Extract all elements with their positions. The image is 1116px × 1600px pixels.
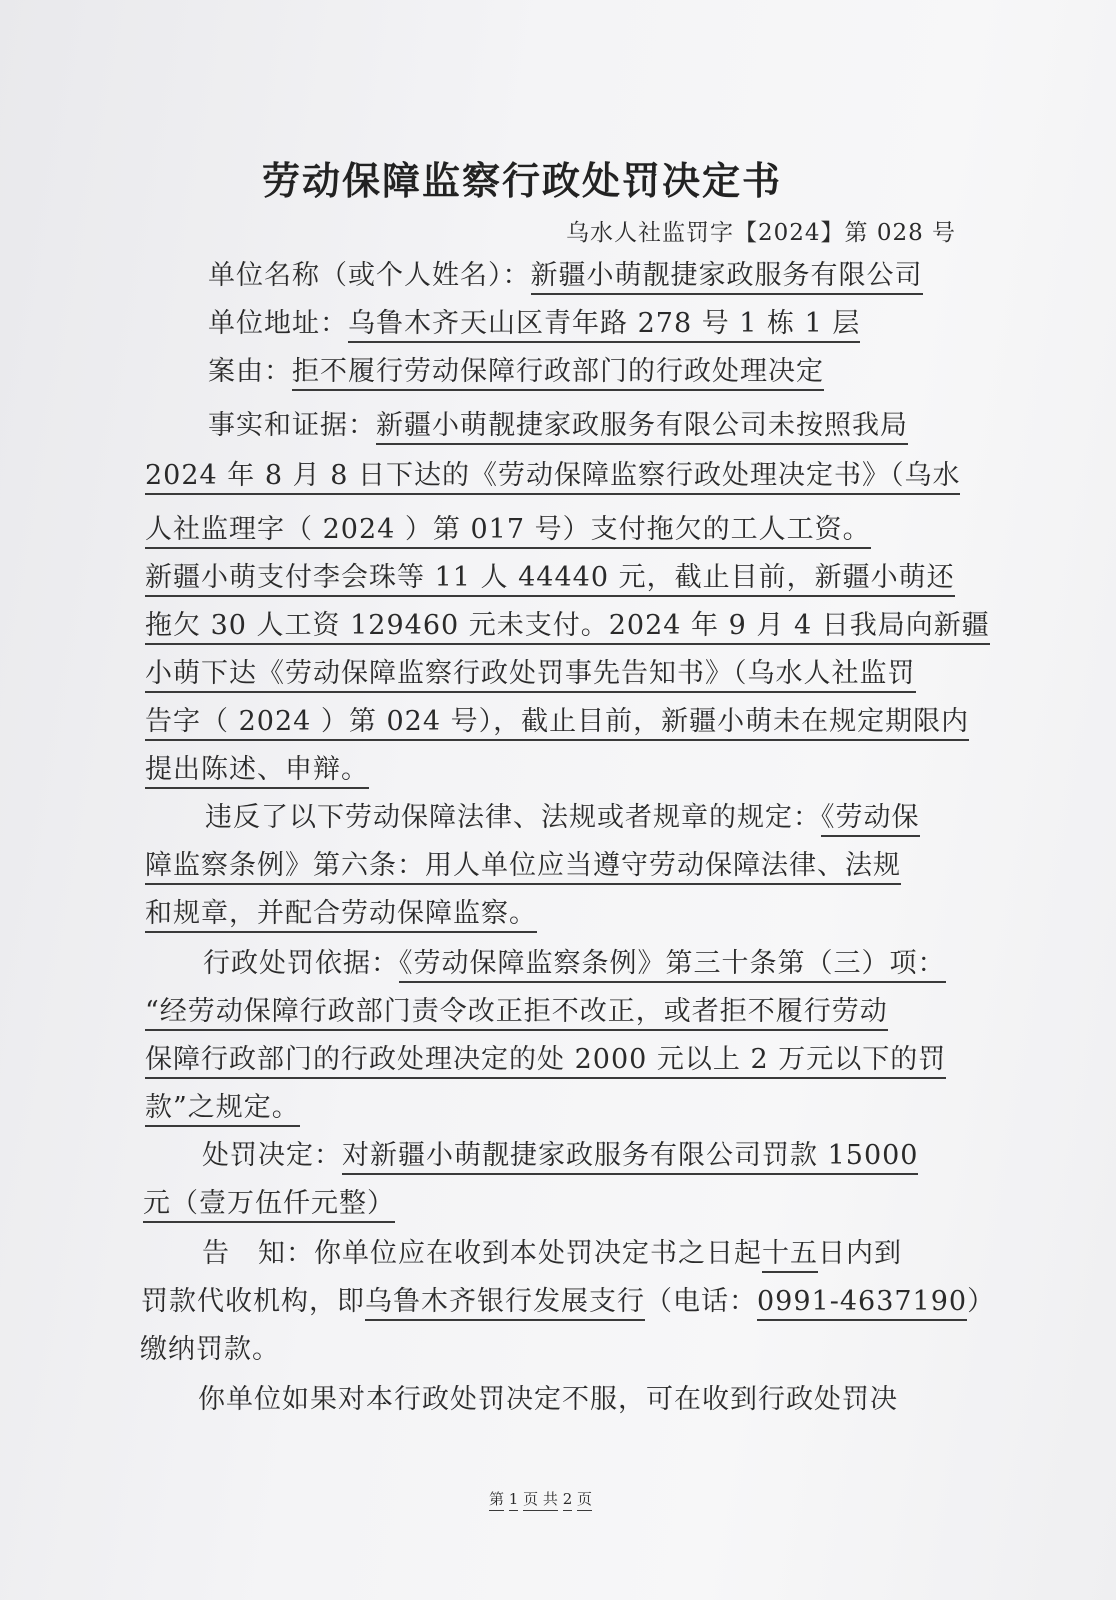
notice-bank: 乌鲁木齐银行发展支行 bbox=[365, 1286, 645, 1321]
violation-text: 《劳动保 bbox=[821, 802, 920, 837]
violation-line-3 bbox=[145, 896, 537, 932]
address-label: 单位地址： bbox=[208, 308, 348, 339]
basis-line-2 bbox=[145, 994, 888, 1030]
appeal-line bbox=[198, 1382, 898, 1418]
unit-name-value: 新疆小萌靓捷家政服务有限公司 bbox=[531, 260, 923, 295]
basis-text: “经劳动保障行政部门责令改正拒不改正，或者拒不履行劳动 bbox=[145, 996, 888, 1031]
address-value: 乌鲁木齐天山区青年路 278 号 1 栋 1 层 bbox=[348, 308, 860, 343]
basis-text: 《劳动保障监察条例》第三十条第（三）项： bbox=[399, 948, 946, 983]
facts-text: 告字（ 2024 ）第 024 号），截止目前，新疆小萌未在规定期限内 bbox=[145, 706, 969, 741]
facts-text: 小萌下达《劳动保障监察行政处罚事先告知书》（乌水人社监罚 bbox=[145, 658, 916, 693]
violation-text: 和规章，并配合劳动保障监察。 bbox=[145, 898, 537, 933]
notice-days: 十五 bbox=[762, 1238, 818, 1273]
facts-line-2 bbox=[145, 458, 960, 494]
facts-text: 提出陈述、申辩。 bbox=[145, 754, 369, 789]
notice-text: ） bbox=[967, 1286, 996, 1317]
footer-total-pages: 2 bbox=[563, 1490, 573, 1511]
facts-line-3 bbox=[145, 512, 871, 548]
facts-line-4 bbox=[145, 560, 955, 596]
footer-text: 页 共 bbox=[523, 1490, 558, 1511]
address-line bbox=[208, 306, 860, 342]
facts-label: 事实和证据： bbox=[208, 410, 376, 441]
notice-text: 罚款代收机构，即 bbox=[141, 1286, 365, 1317]
basis-label: 行政处罚依据： bbox=[203, 948, 399, 979]
page-footer bbox=[489, 1488, 592, 1509]
decision-label: 处罚决定： bbox=[202, 1140, 342, 1171]
notice-text: 缴纳罚款。 bbox=[140, 1334, 280, 1365]
notice-line-1 bbox=[202, 1236, 902, 1272]
facts-text: 人社监理字（ 2024 ）第 017 号）支付拖欠的工人工资。 bbox=[145, 514, 871, 549]
facts-text: 拖欠 30 人工资 129460 元未支付。2024 年 9 月 4 日我局向新疆 bbox=[145, 610, 990, 645]
violation-label: 违反了以下劳动保障法律、法规或者规章的规定： bbox=[205, 802, 821, 833]
decision-line-2 bbox=[143, 1186, 395, 1222]
footer-text: 页 bbox=[577, 1490, 592, 1511]
notice-label: 告 知： bbox=[202, 1238, 314, 1269]
footer-page-number: 1 bbox=[509, 1490, 519, 1511]
notice-text: （电话： bbox=[645, 1286, 757, 1317]
footer-text: 第 bbox=[489, 1490, 504, 1511]
facts-line-1 bbox=[208, 408, 908, 444]
notice-line-2 bbox=[141, 1284, 995, 1320]
document-title: 劳动保障监察行政处罚决定书 bbox=[262, 158, 783, 203]
decision-text: 对新疆小萌靓捷家政服务有限公司罚款 15000 bbox=[342, 1140, 918, 1175]
notice-text: 你单位应在收到本处罚决定书之日起 bbox=[314, 1238, 762, 1269]
case-label: 案由： bbox=[208, 356, 292, 387]
facts-line-6 bbox=[145, 656, 916, 692]
facts-line-5 bbox=[145, 608, 990, 644]
facts-line-8 bbox=[145, 752, 369, 788]
facts-line-7 bbox=[145, 704, 969, 740]
violation-text: 障监察条例》第六条：用人单位应当遵守劳动保障法律、法规 bbox=[145, 850, 901, 885]
notice-phone: 0991-4637190 bbox=[757, 1286, 967, 1321]
basis-line-3 bbox=[145, 1042, 946, 1078]
notice-line-3 bbox=[140, 1332, 280, 1368]
violation-line-1 bbox=[205, 800, 920, 836]
document-number: 乌水人社监罚字【2024】第 028 号 bbox=[566, 220, 957, 246]
basis-line-1 bbox=[203, 946, 946, 982]
appeal-text: 你单位如果对本行政处罚决定不服，可在收到行政处罚决 bbox=[198, 1384, 898, 1415]
facts-text: 2024 年 8 月 8 日下达的《劳动保障监察行政处理决定书》（乌水 bbox=[145, 460, 960, 495]
violation-line-2 bbox=[145, 848, 901, 884]
basis-text: 保障行政部门的行政处理决定的处 2000 元以上 2 万元以下的罚 bbox=[145, 1044, 946, 1079]
unit-name-line bbox=[208, 258, 923, 294]
notice-text: 日内到 bbox=[818, 1238, 902, 1269]
basis-line-4 bbox=[145, 1090, 300, 1126]
case-value: 拒不履行劳动保障行政部门的行政处理决定 bbox=[292, 356, 824, 391]
decision-line-1 bbox=[202, 1138, 918, 1174]
facts-text: 新疆小萌支付李会珠等 11 人 44440 元，截止目前，新疆小萌还 bbox=[145, 562, 955, 597]
case-line bbox=[208, 354, 824, 390]
facts-text: 新疆小萌靓捷家政服务有限公司未按照我局 bbox=[376, 410, 908, 445]
unit-name-label: 单位名称（或个人姓名）： bbox=[208, 260, 531, 291]
basis-text: 款”之规定。 bbox=[145, 1092, 300, 1127]
decision-text: 元（壹万伍仟元整） bbox=[143, 1188, 395, 1223]
